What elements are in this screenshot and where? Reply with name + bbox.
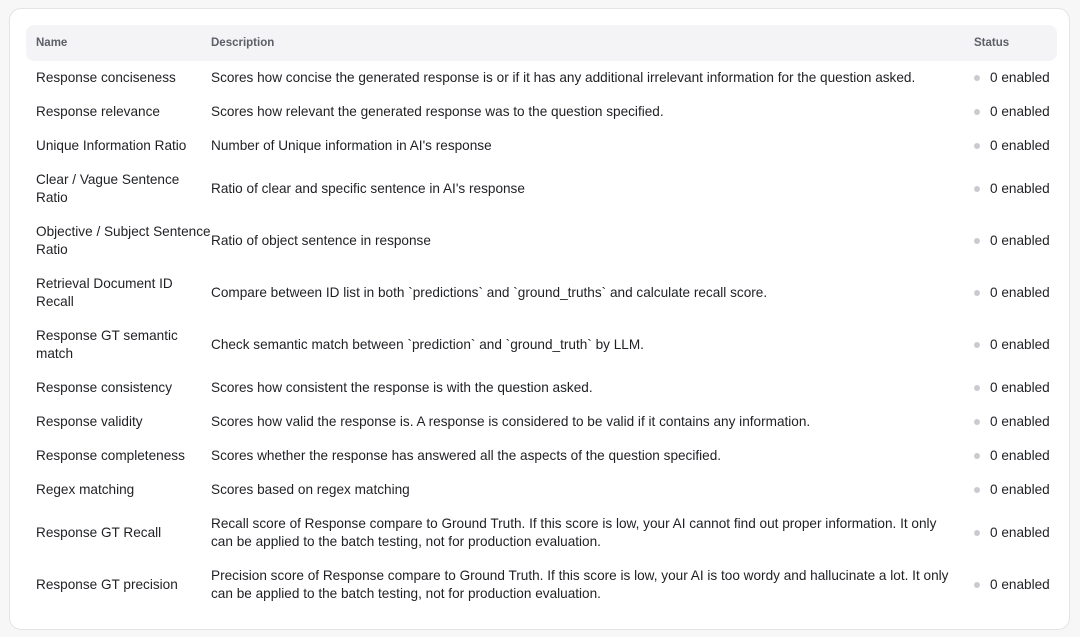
status-text: 0 enabled	[990, 413, 1050, 429]
evaluator-name: Response GT precision	[36, 576, 178, 592]
evaluator-description: Precision score of Response compare to Ground Truth. If this score is low, your AI is too wordy and hallucinate a lot. It only can be applied to the batch testing, not for production evaluation.	[211, 567, 949, 601]
evaluator-description: Compare between ID list in both `predictions` and `ground_truths` and calculate recall score.	[211, 284, 768, 300]
status-cell	[964, 336, 1057, 355]
table-row[interactable]	[26, 215, 1057, 267]
status-dot-icon	[974, 385, 980, 391]
evaluator-name: Response conciseness	[36, 69, 176, 85]
evaluators-card	[9, 8, 1070, 630]
status-dot-icon	[974, 290, 980, 296]
status-dot-icon	[974, 109, 980, 115]
status-cell	[964, 284, 1057, 303]
evaluator-description: Scores how relevant the generated response was to the question specified.	[211, 103, 664, 119]
status-text: 0 enabled	[990, 524, 1050, 540]
status-cell	[964, 447, 1057, 466]
status-text: 0 enabled	[990, 69, 1050, 85]
status-dot-icon	[974, 453, 980, 459]
table-row[interactable]	[26, 473, 1057, 507]
status-cell	[964, 69, 1057, 88]
status-dot-icon	[974, 186, 980, 192]
status-text: 0 enabled	[990, 180, 1050, 196]
status-text: 0 enabled	[990, 481, 1050, 497]
evaluator-description: Scores how valid the response is. A response is considered to be valid if it contains any information.	[211, 413, 811, 429]
evaluator-description: Number of Unique information in AI's response	[211, 137, 492, 153]
evaluator-name: Clear / Vague Sentence Ratio	[36, 171, 180, 205]
status-cell	[964, 103, 1057, 122]
column-header-name[interactable]: Name	[36, 37, 68, 49]
evaluator-description: Check semantic match between `prediction` and `ground_truth` by LLM.	[211, 336, 644, 352]
table-row[interactable]	[26, 405, 1057, 439]
evaluator-name: Unique Information Ratio	[36, 137, 187, 153]
evaluator-description: Recall score of Response compare to Ground Truth. If this score is low, your AI cannot find out proper information. It only can be applied to the batch testing, not for production evaluation.	[211, 515, 937, 549]
table-row[interactable]	[26, 319, 1057, 371]
status-cell	[964, 232, 1057, 251]
evaluator-description: Scores how consistent the response is with the question asked.	[211, 379, 593, 395]
status-cell	[964, 524, 1057, 543]
table-row[interactable]	[26, 559, 1057, 611]
evaluator-description: Scores how concise the generated response is or if it has any additional irrelevant information for the question asked.	[211, 69, 916, 85]
evaluator-name: Regex matching	[36, 481, 135, 497]
evaluator-name: Response GT Recall	[36, 524, 162, 540]
status-dot-icon	[974, 75, 980, 81]
status-dot-icon	[974, 143, 980, 149]
evaluator-description: Ratio of object sentence in response	[211, 232, 431, 248]
table-row[interactable]	[26, 439, 1057, 473]
column-header-status[interactable]: Status	[974, 37, 1010, 49]
evaluator-description: Ratio of clear and specific sentence in AI's response	[211, 180, 525, 196]
status-dot-icon	[974, 419, 980, 425]
status-cell	[964, 137, 1057, 156]
table-row[interactable]	[26, 61, 1057, 95]
table-row[interactable]	[26, 267, 1057, 319]
table-header	[26, 25, 1057, 61]
status-cell	[964, 379, 1057, 398]
evaluator-name: Retrieval Document ID Recall	[36, 275, 173, 309]
status-cell	[964, 481, 1057, 500]
status-cell	[964, 180, 1057, 199]
status-text: 0 enabled	[990, 137, 1050, 153]
status-text: 0 enabled	[990, 447, 1050, 463]
evaluator-name: Response GT semantic match	[36, 327, 178, 361]
status-text: 0 enabled	[990, 232, 1050, 248]
evaluator-name: Response consistency	[36, 379, 173, 395]
status-dot-icon	[974, 582, 980, 588]
status-cell	[964, 413, 1057, 432]
column-header-description: Description	[211, 37, 275, 49]
table-row[interactable]	[26, 129, 1057, 163]
status-cell	[964, 576, 1057, 595]
status-dot-icon	[974, 342, 980, 348]
evaluator-description: Scores based on regex matching	[211, 481, 410, 497]
evaluator-name: Response relevance	[36, 103, 160, 119]
table-row[interactable]	[26, 95, 1057, 129]
status-text: 0 enabled	[990, 103, 1050, 119]
status-text: 0 enabled	[990, 336, 1050, 352]
evaluators-table	[26, 25, 1057, 611]
evaluator-name: Response completeness	[36, 447, 185, 463]
table-row[interactable]	[26, 371, 1057, 405]
table-row[interactable]	[26, 163, 1057, 215]
evaluator-name: Objective / Subject Sentence Ratio	[36, 223, 211, 257]
evaluator-description: Scores whether the response has answered all the aspects of the question specified.	[211, 447, 722, 463]
status-dot-icon	[974, 530, 980, 536]
status-dot-icon	[974, 238, 980, 244]
status-text: 0 enabled	[990, 576, 1050, 592]
status-text: 0 enabled	[990, 284, 1050, 300]
status-text: 0 enabled	[990, 379, 1050, 395]
evaluator-name: Response validity	[36, 413, 143, 429]
status-dot-icon	[974, 487, 980, 493]
table-row[interactable]	[26, 507, 1057, 559]
